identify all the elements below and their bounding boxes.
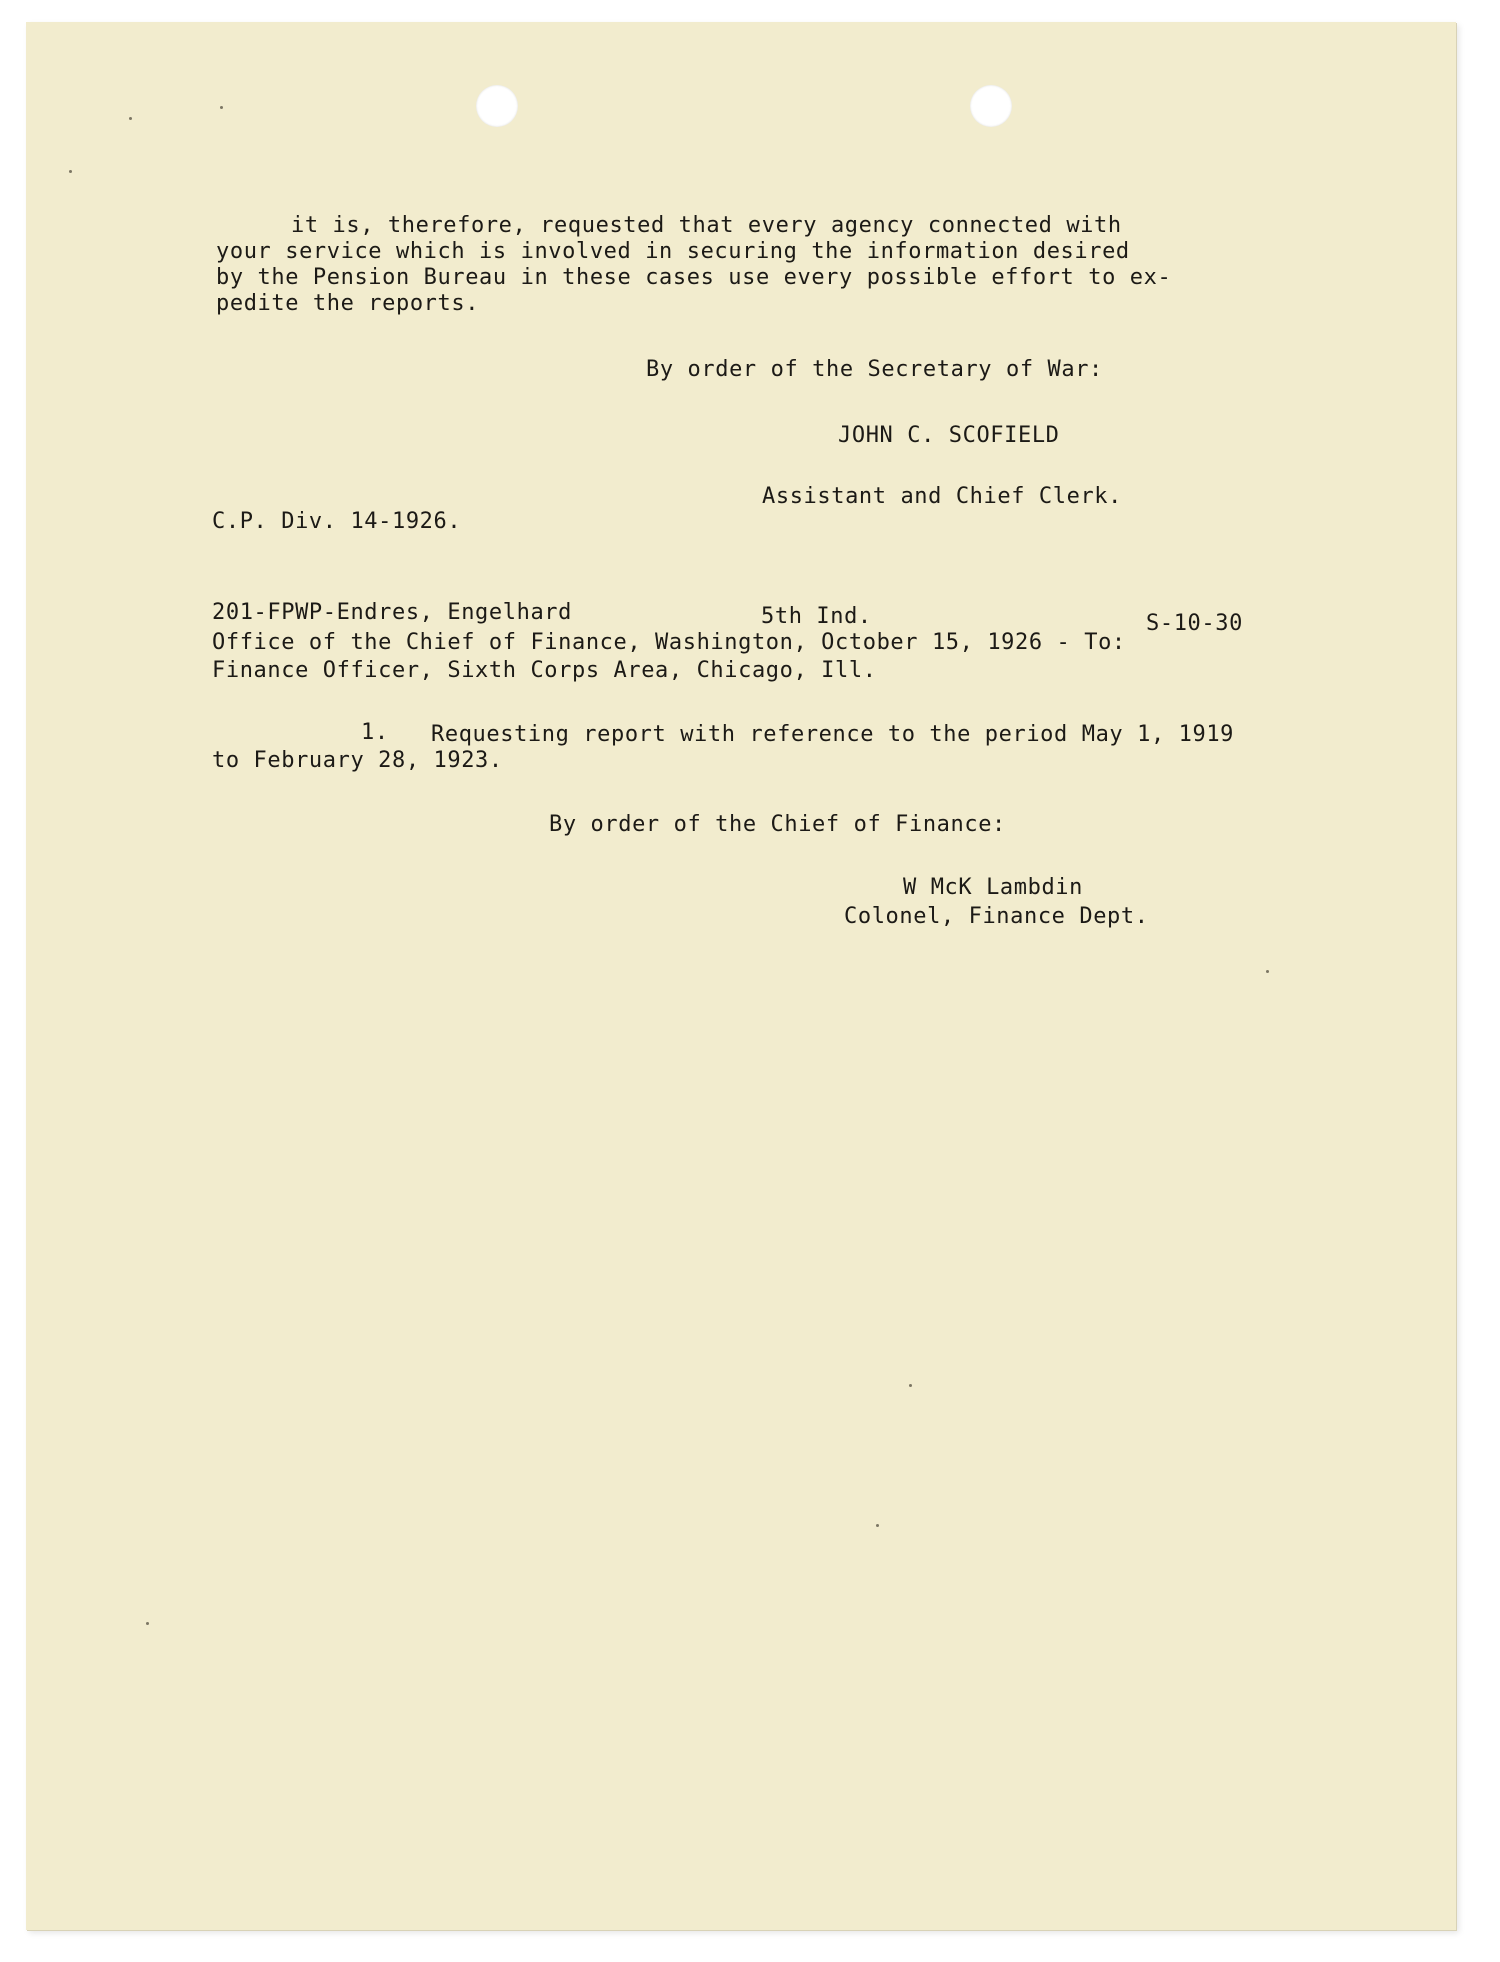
division-reference: C.P. Div. 14-1926. [212, 509, 462, 534]
item-number: 1. [361, 720, 389, 745]
signer-title: Colonel, Finance Dept. [844, 904, 1149, 929]
paper-speck [69, 170, 72, 173]
paper-speck [909, 1384, 912, 1387]
item-text: Requesting report with reference to the period May 1, 1919 [431, 722, 1235, 747]
signer-name: W McK Lambdin [903, 875, 1083, 900]
paper-speck [876, 1524, 879, 1527]
from-line: Office of the Chief of Finance, Washington, October 15, 1926 - To: [212, 630, 1126, 655]
indorsement-code: S-10-30 [1146, 611, 1243, 636]
paper-speck [129, 117, 132, 120]
closing-secretary-of-war: By order of the Secretary of War: [646, 357, 1103, 382]
to-line: Finance Officer, Sixth Corps Area, Chicago, Ill. [212, 658, 877, 683]
paragraph-line: by the Pension Bureau in these cases use every possible effort to ex- [216, 265, 1172, 290]
indorsement-number: 5th Ind. [761, 604, 872, 629]
file-reference: 201-FPWP-Endres, Engelhard [212, 600, 572, 625]
paper-speck [146, 1622, 149, 1625]
punch-hole-left [476, 85, 518, 127]
punch-hole-right [970, 85, 1012, 127]
paper-speck [1266, 970, 1269, 973]
signer-name: JOHN C. SCOFIELD [838, 423, 1060, 448]
item-text: to February 28, 1923. [212, 748, 503, 773]
signer-title: Assistant and Chief Clerk. [762, 484, 1122, 509]
paragraph-line: pedite the reports. [216, 291, 480, 316]
paper-speck [220, 106, 223, 109]
closing-chief-of-finance: By order of the Chief of Finance: [549, 812, 1006, 837]
paragraph-line: your service which is involved in securing the information desired [216, 239, 1130, 264]
paragraph-line: it is, therefore, requested that every agency connected with [291, 213, 1122, 238]
document-page [26, 22, 1456, 1930]
